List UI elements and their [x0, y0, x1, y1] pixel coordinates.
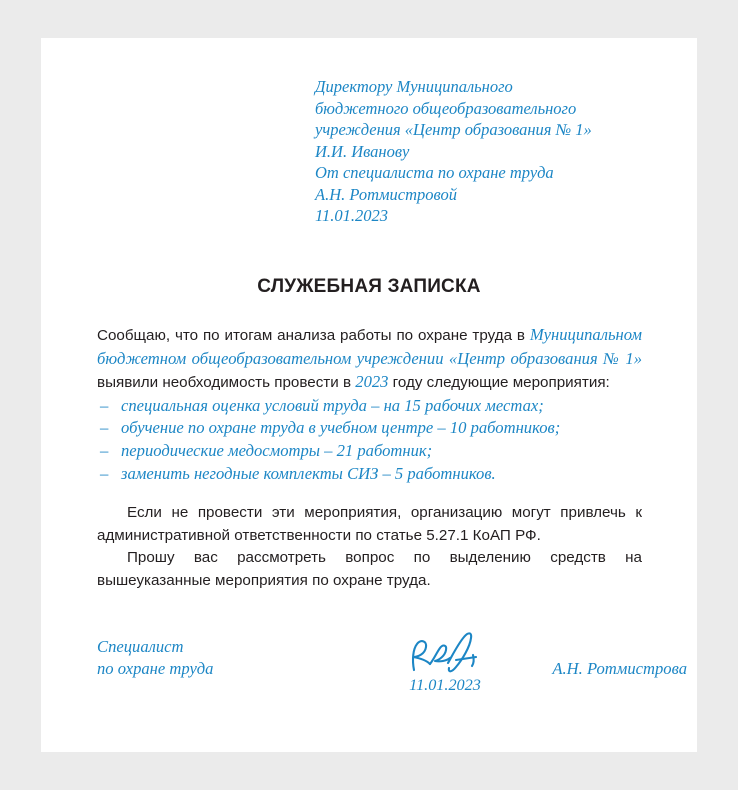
document-body: [97, 324, 642, 593]
intro-run-plain-3: году следующие мероприятия:: [388, 374, 610, 392]
list-item-label: специальная оценка условий труда – на 15 рабочих местах;: [121, 395, 544, 415]
list-item-label: периодические медосмотры – 21 работник;: [121, 440, 433, 460]
addressee-date: 11.01.2023: [315, 206, 389, 225]
warning-paragraph: Если не провести эти мероприятия, организацию могут привлечь к административной ответственности по статье 5.27.1 КоАП РФ.: [97, 504, 642, 544]
list-dash: –: [100, 440, 109, 460]
document-page: [41, 38, 697, 752]
addressee-block: [315, 76, 675, 227]
addressee-line: бюджетного общеобразовательного: [315, 98, 577, 118]
list-item: [97, 440, 642, 463]
signature-mark-group: [385, 630, 505, 695]
addressee-line: И.И. Иванову: [315, 141, 410, 161]
addressee-line: А.Н. Ротмистровой: [315, 184, 457, 204]
signer-role-line-1: Специалист: [97, 637, 184, 656]
addressee-line: учреждения «Центр образования № 1»: [315, 120, 592, 139]
list-item: [97, 463, 642, 486]
intro-run-year: 2023: [355, 372, 389, 392]
list-item: [97, 395, 642, 418]
list-dash: –: [100, 418, 109, 438]
intro-run-plain-1: Сообщаю, что по итогам анализа работы по охране труда в: [97, 327, 530, 344]
list-dash: –: [100, 463, 109, 483]
intro-run-org: Муниципальном бюджетном общеобразовательном учреждении «Центр образования № 1»: [97, 325, 642, 368]
signer-name: А.Н. Ротмистрова: [552, 659, 687, 678]
measures-list: [97, 395, 642, 485]
list-item-label: заменить негодные комплекты СИЗ – 5 работников.: [121, 463, 496, 483]
addressee-line: Директору Муниципального: [315, 77, 513, 96]
signature-block: [97, 636, 687, 706]
list-dash: –: [100, 395, 109, 415]
list-item-label: обучение по охране труда в учебном центре – 10 работников;: [121, 418, 561, 438]
signature-date: 11.01.2023: [409, 676, 481, 694]
intro-paragraph: [97, 324, 642, 395]
intro-run-plain-2: выявили необходимость провести в: [97, 374, 356, 392]
signer-role-line-2: по охране труда: [97, 658, 214, 678]
addressee-line: От специалиста по охране труда: [315, 163, 554, 182]
signer-role: [97, 636, 213, 679]
list-item: [97, 417, 642, 440]
signature-scribble-icon: [402, 630, 488, 676]
request-paragraph: Прошу вас рассмотреть вопрос по выделению средств на вышеуказанные мероприятия по охране труда.: [97, 549, 642, 589]
page-title: СЛУЖЕБНАЯ ЗАПИСКА: [257, 276, 481, 297]
